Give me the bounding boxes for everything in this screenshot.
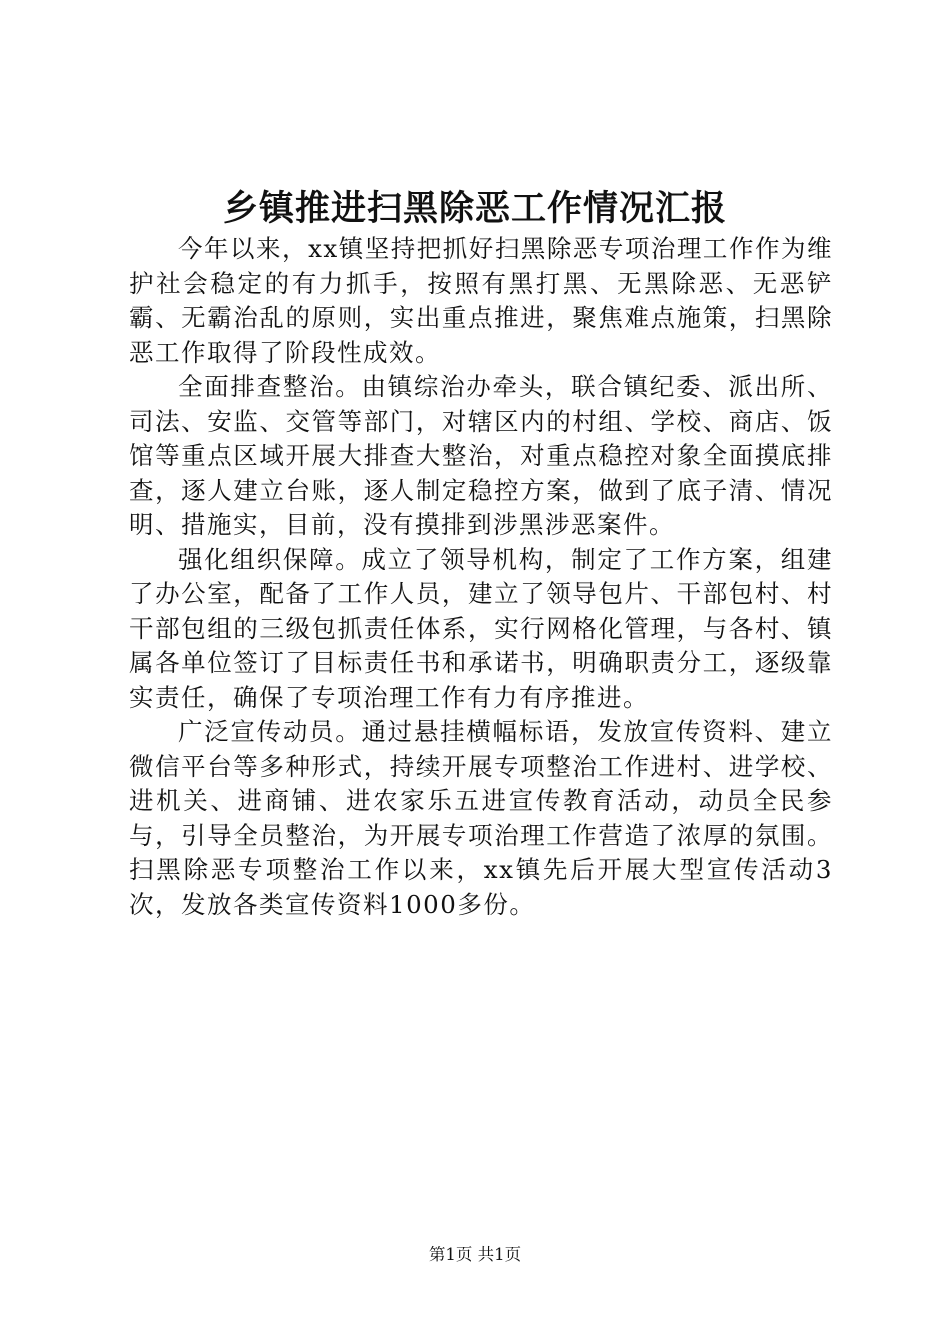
document-title: 乡镇推进扫黑除恶工作情况汇报: [222, 188, 727, 229]
page-footer: 第1页 共1页: [428, 1245, 522, 1264]
paragraph-organization: 强化组织保障。成立了领导机构，制定了工作方案，组建了办公室，配备了工作人员，建立了领导包片、干部包村、村干部包组的三级包抓责任体系，实行网格化管理，与各村、镇属各单位签订了目标责任书和承诺书，明确职责分工，逐级靠实责任，确保了专项治理工作有力有序推进。: [129, 544, 833, 712]
paragraph-publicity: 广泛宣传动员。通过悬挂横幅标语，发放宣传资料、建立微信平台等多种形式，持续开展专项整治工作进村、进学校、进机关、进商铺、进农家乐五进宣传教育活动，动员全民参与，引导全员整治，为开展专项治理工作营造了浓厚的氛围。扫黑除恶专项整治工作以来，xx镇先后开展大型宣传活动3次，发放各类宣传资料1000多份。: [129, 717, 833, 919]
document-body: [129, 232, 833, 922]
paragraph-intro: 今年以来，xx镇坚持把抓好扫黑除恶专项治理工作作为维护社会稳定的有力抓手，按照有黑打黑、无黑除恶、无恶铲霸、无霸治乱的原则，实出重点推进，聚焦难点施策，扫黑除恶工作取得了阶段性成效。: [129, 234, 833, 367]
paragraph-investigation: 全面排查整治。由镇综治办牵头，联合镇纪委、派出所、司法、安监、交管等部门，对辖区内的村组、学校、商店、饭馆等重点区域开展大排查大整治，对重点稳控对象全面摸底排查，逐人建立台账，逐人制定稳控方案，做到了底子清、情况明、措施实，目前，没有摸排到涉黑涉恶案件。: [129, 372, 833, 539]
